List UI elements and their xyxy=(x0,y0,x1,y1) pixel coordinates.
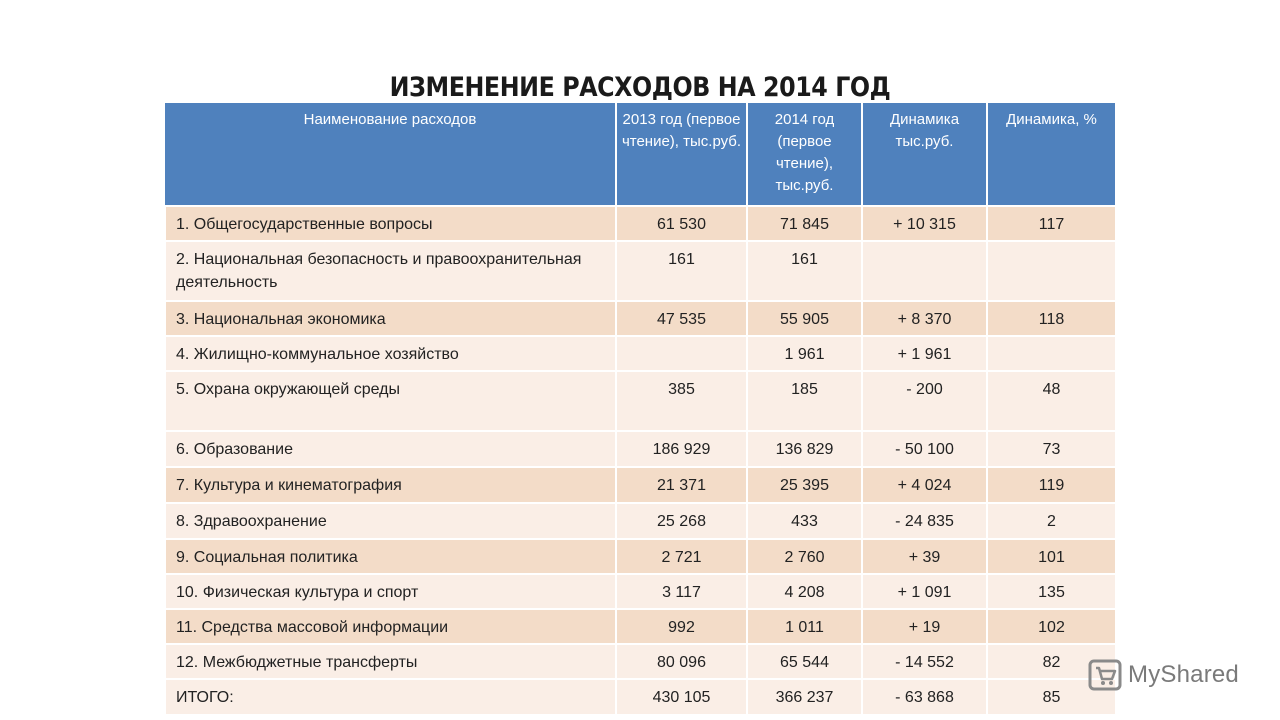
shopping-cart-icon xyxy=(1088,658,1122,692)
value-2014: 136 829 xyxy=(747,431,862,467)
dynamics-percent: 102 xyxy=(987,609,1116,644)
value-2013: 186 929 xyxy=(616,431,747,467)
total-dynamics-amount: - 63 868 xyxy=(862,679,987,715)
table-row xyxy=(165,301,1116,336)
dynamics-amount: + 1 961 xyxy=(862,336,987,371)
expense-name: 11. Средства массовой информации xyxy=(165,609,616,644)
value-2014: 1 961 xyxy=(747,336,862,371)
expense-name: 3. Национальная экономика xyxy=(165,301,616,336)
table-row xyxy=(165,467,1116,503)
total-row xyxy=(165,679,1116,715)
dynamics-percent: 73 xyxy=(987,431,1116,467)
value-2014: 25 395 xyxy=(747,467,862,503)
total-2013: 430 105 xyxy=(616,679,747,715)
page-title: ИЗМЕНЕНИЕ РАСХОДОВ НА 2014 ГОД xyxy=(389,72,891,103)
expense-name: 7. Культура и кинематография xyxy=(165,467,616,503)
expense-name: 2. Национальная безопасность и правоохранительная деятельность xyxy=(165,241,616,301)
expense-name: 12. Межбюджетные трансферты xyxy=(165,644,616,679)
total-label: ИТОГО: xyxy=(165,679,616,715)
table-row xyxy=(165,371,1116,431)
table-row xyxy=(165,609,1116,644)
header-dynamics-percent: Динамика, % xyxy=(987,103,1116,206)
table-row xyxy=(165,431,1116,467)
dynamics-amount: + 4 024 xyxy=(862,467,987,503)
value-2013: 2 721 xyxy=(616,539,747,574)
value-2013: 3 117 xyxy=(616,574,747,609)
expense-name: 9. Социальная политика xyxy=(165,539,616,574)
table-row xyxy=(165,644,1116,679)
header-2014: 2014 год (первое чтение), тыс.руб. xyxy=(747,103,862,206)
table-row xyxy=(165,503,1116,539)
value-2014: 1 011 xyxy=(747,609,862,644)
header-2013: 2013 год (первое чтение), тыс.руб. xyxy=(616,103,747,206)
dynamics-percent: 117 xyxy=(987,206,1116,241)
dynamics-amount: + 1 091 xyxy=(862,574,987,609)
dynamics-percent: 2 xyxy=(987,503,1116,539)
value-2014: 65 544 xyxy=(747,644,862,679)
value-2014: 55 905 xyxy=(747,301,862,336)
dynamics-amount: + 8 370 xyxy=(862,301,987,336)
dynamics-percent: 48 xyxy=(987,371,1116,431)
expense-name: 10. Физическая культура и спорт xyxy=(165,574,616,609)
value-2013: 992 xyxy=(616,609,747,644)
table-row xyxy=(165,336,1116,371)
total-2014: 366 237 xyxy=(747,679,862,715)
value-2013: 61 530 xyxy=(616,206,747,241)
dynamics-amount: - 200 xyxy=(862,371,987,431)
watermark-text: MyShared xyxy=(1128,661,1239,688)
dynamics-amount: + 39 xyxy=(862,539,987,574)
dynamics-percent: 119 xyxy=(987,467,1116,503)
dynamics-amount: - 14 552 xyxy=(862,644,987,679)
value-2013 xyxy=(616,336,747,371)
dynamics-percent xyxy=(987,336,1116,371)
expense-name: 6. Образование xyxy=(165,431,616,467)
header-expense-name: Наименование расходов xyxy=(165,103,616,206)
dynamics-percent: 101 xyxy=(987,539,1116,574)
value-2013: 385 xyxy=(616,371,747,431)
dynamics-amount: + 19 xyxy=(862,609,987,644)
dynamics-percent xyxy=(987,241,1116,301)
dynamics-amount: - 50 100 xyxy=(862,431,987,467)
table-row xyxy=(165,206,1116,241)
value-2014: 2 760 xyxy=(747,539,862,574)
value-2014: 161 xyxy=(747,241,862,301)
table-row xyxy=(165,241,1116,301)
expense-name: 4. Жилищно-коммунальное хозяйство xyxy=(165,336,616,371)
expense-name: 8. Здравоохранение xyxy=(165,503,616,539)
value-2014: 433 xyxy=(747,503,862,539)
myshared-watermark xyxy=(1088,658,1239,692)
value-2013: 161 xyxy=(616,241,747,301)
header-dynamics-thousand-rub: Динамика тыс.руб. xyxy=(862,103,987,206)
dynamics-amount xyxy=(862,241,987,301)
dynamics-percent: 82 xyxy=(987,644,1116,679)
expense-name: 1. Общегосударственные вопросы xyxy=(165,206,616,241)
table-header xyxy=(165,103,1116,206)
value-2013: 47 535 xyxy=(616,301,747,336)
expense-name: 5. Охрана окружающей среды xyxy=(165,371,616,431)
dynamics-amount: + 10 315 xyxy=(862,206,987,241)
table-row xyxy=(165,574,1116,609)
value-2013: 25 268 xyxy=(616,503,747,539)
value-2014: 71 845 xyxy=(747,206,862,241)
dynamics-percent: 135 xyxy=(987,574,1116,609)
expenses-table xyxy=(164,103,1117,716)
total-dynamics-percent: 85 xyxy=(987,679,1116,715)
dynamics-percent: 118 xyxy=(987,301,1116,336)
value-2013: 21 371 xyxy=(616,467,747,503)
value-2014: 4 208 xyxy=(747,574,862,609)
value-2014: 185 xyxy=(747,371,862,431)
dynamics-amount: - 24 835 xyxy=(862,503,987,539)
value-2013: 80 096 xyxy=(616,644,747,679)
table-row xyxy=(165,539,1116,574)
